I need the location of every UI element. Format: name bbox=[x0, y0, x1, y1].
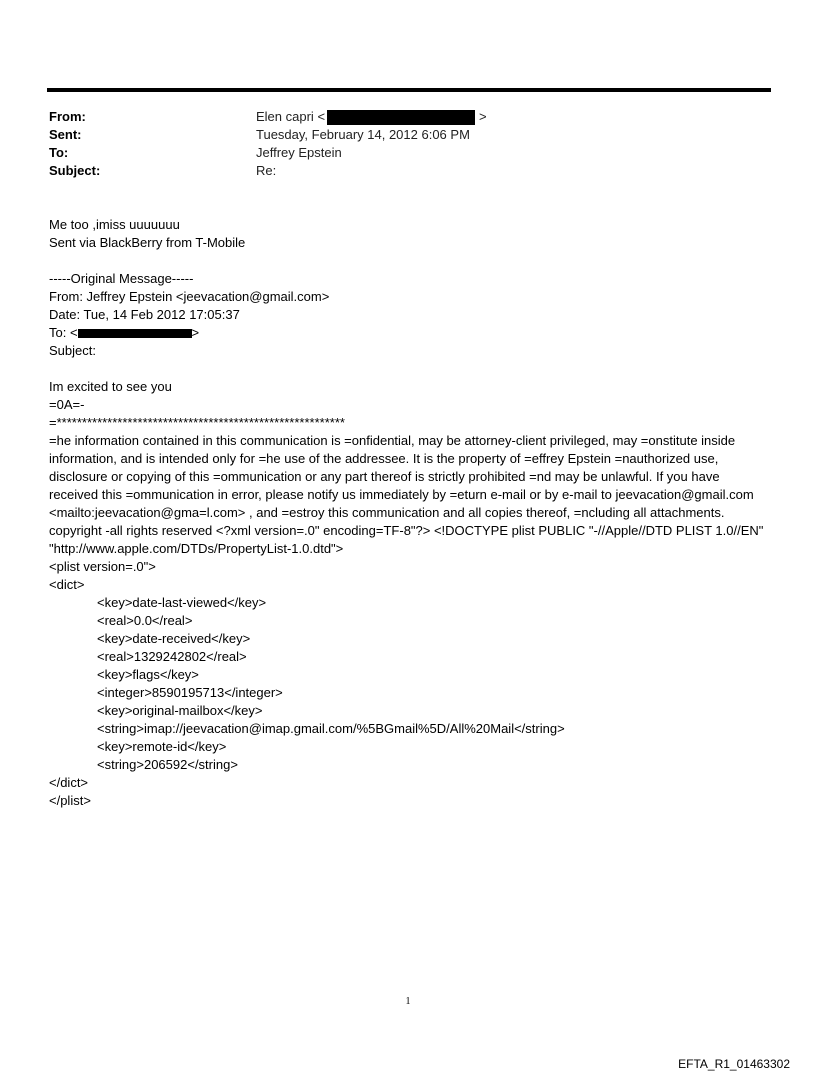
plist-line: <key>date-last-viewed</key> bbox=[97, 595, 267, 610]
reply-block bbox=[49, 216, 771, 252]
plist-line: <real>0.0</real> bbox=[97, 613, 193, 628]
sent-label: Sent: bbox=[49, 127, 82, 142]
original-from: From: Jeffrey Epstein <jeevacation@gmail.com> bbox=[49, 289, 330, 304]
original-subject: Subject: bbox=[49, 343, 96, 358]
subject-value: Re: bbox=[256, 163, 277, 178]
original-to bbox=[49, 324, 771, 342]
plist-open: <plist version=.0"> bbox=[49, 559, 156, 574]
original-date: Date: Tue, 14 Feb 2012 17:05:37 bbox=[49, 307, 240, 322]
plist-line: <key>remote-id</key> bbox=[97, 739, 227, 754]
plist-line: <integer>8590195713</integer> bbox=[97, 685, 283, 700]
to-value: Jeffrey Epstein bbox=[256, 145, 342, 160]
from-value bbox=[256, 108, 487, 126]
original-to-prefix: To: < bbox=[49, 325, 78, 340]
plist-line: <key>original-mailbox</key> bbox=[97, 703, 263, 718]
redaction-box bbox=[327, 110, 475, 125]
page-number: 1 bbox=[405, 996, 411, 1007]
from-name: Elen capri bbox=[256, 109, 314, 124]
original-message-block bbox=[49, 270, 771, 360]
plist-line: <string>206592</string> bbox=[97, 757, 238, 772]
original-marker: -----Original Message----- bbox=[49, 271, 194, 286]
header-rule bbox=[47, 88, 771, 92]
from-gt: > bbox=[479, 109, 487, 124]
dict-close: </dict> bbox=[49, 775, 89, 790]
reply-signature: Sent via BlackBerry from T-Mobile bbox=[49, 235, 246, 250]
document-id: EFTA_R1_01463302 bbox=[678, 1057, 790, 1071]
message-text: Im excited to see you bbox=[49, 379, 172, 394]
original-to-suffix: > bbox=[191, 325, 200, 340]
from-label: From: bbox=[49, 109, 86, 124]
disclaimer-text: =he information contained in this communication is =onfidential, may be attorney-client privileged, may =onstitute inside information, and is intended only for =he use of the addressee. It is the property of =effrey Epstein =nauthorized use, disclosure or copying of this =ommunication or any part thereof is strictly prohibited =nd may be unlawful. If you have received this =ommunication in error, please notify us immediately by =eturn e-mail or by e-mail to jeevacation@gmail.com <mailto:jeevacation@gma=l.com> , and =estroy this communication and all copies thereof, =ncluding all attachments. copyright -all rights reserved <?xml version=.0" encoding=TF-8"?> <!DOCTYPE plist PUBLIC "-//Apple//DTD PLIST 1.0//EN" "http://www.apple.com/DTDs/PropertyList-1.0.dtd"> bbox=[49, 433, 764, 556]
reply-line: Me too ,imiss uuuuuuu bbox=[49, 217, 180, 232]
plist-line: <real>1329242802</real> bbox=[97, 649, 247, 664]
sent-value: Tuesday, February 14, 2012 6:06 PM bbox=[256, 127, 470, 142]
encoded-line: =********************************************************* bbox=[49, 415, 345, 430]
subject-label: Subject: bbox=[49, 163, 101, 178]
to-label: To: bbox=[49, 145, 69, 160]
plist-line: <key>flags</key> bbox=[97, 667, 199, 682]
plist-line: <string>imap://jeevacation@imap.gmail.com/%5BGmail%5D/All%20Mail</string> bbox=[97, 721, 565, 736]
encoded-line: =0A=- bbox=[49, 397, 85, 412]
redaction-box bbox=[78, 329, 192, 338]
dict-open: <dict> bbox=[49, 577, 85, 592]
plist-close: </plist> bbox=[49, 793, 91, 808]
plist-line: <key>date-received</key> bbox=[97, 631, 251, 646]
message-body bbox=[49, 378, 771, 810]
from-lt: < bbox=[317, 109, 326, 124]
